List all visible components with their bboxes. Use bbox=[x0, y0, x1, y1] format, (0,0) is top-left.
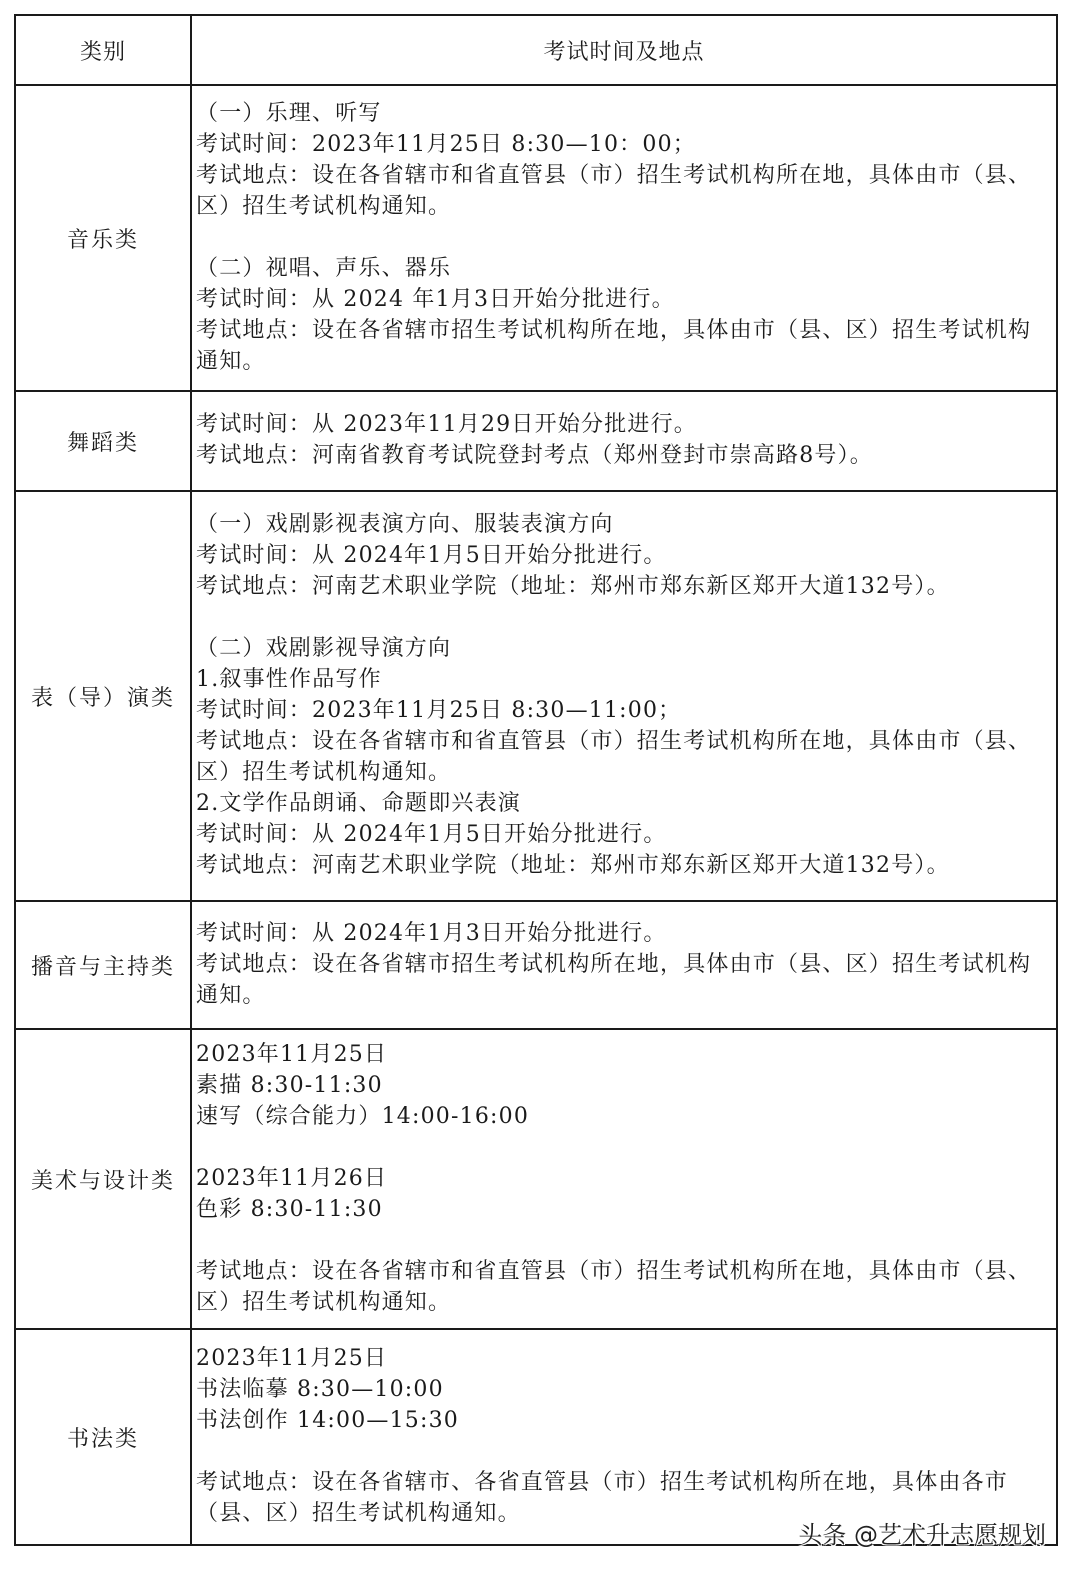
category-cell: 播音与主持类 bbox=[15, 901, 191, 1029]
exam-session: 素描 8:30-11:30 bbox=[196, 1072, 383, 1098]
category-cell: 书法类 bbox=[15, 1329, 191, 1545]
details-cell bbox=[191, 391, 1057, 491]
table-row-fine-arts-design bbox=[15, 1029, 1057, 1329]
exam-location: 考试地点：设在各省辖市、各省直管县（市）招生考试机构所在地，具体由各市（县、区）招生考试机构通知。 bbox=[196, 1470, 1009, 1526]
subsection-heading: 1.叙事性作品写作 bbox=[196, 667, 382, 692]
source-watermark: 头条 @艺术升志愿规划 bbox=[798, 1521, 1046, 1549]
table-row-music bbox=[15, 85, 1057, 391]
spacer bbox=[196, 222, 1048, 253]
exam-location: 考试地点：设在各省辖市和省直管县（市）招生考试机构所在地，具体由市（县、区）招生考试机构通知。 bbox=[196, 162, 1032, 219]
category-cell: 音乐类 bbox=[15, 85, 191, 391]
table-row-broadcasting-hosting bbox=[15, 901, 1057, 1029]
exam-location: 考试地点：河南艺术职业学院（地址：郑州市郑东新区郑开大道132号）。 bbox=[196, 574, 950, 599]
exam-location: 考试地点：设在各省辖市和省直管县（市）招生考试机构所在地，具体由市（县、区）招生考试机构通知。 bbox=[196, 1258, 1032, 1315]
header-time-and-place: 考试时间及地点 bbox=[191, 15, 1057, 85]
category-cell: 舞蹈类 bbox=[15, 391, 191, 491]
details-cell bbox=[191, 85, 1057, 391]
header-category: 类别 bbox=[15, 15, 191, 85]
spacer bbox=[196, 602, 1048, 633]
table-row-acting-directing bbox=[15, 491, 1057, 901]
exam-location: 考试地点：设在各省辖市招生考试机构所在地，具体由市（县、区）招生考试机构通知。 bbox=[196, 951, 1032, 1008]
section-heading: （一）戏剧影视表演方向、服装表演方向 bbox=[196, 512, 614, 537]
exam-time: 考试时间：从 2024 年1月3日开始分批进行。 bbox=[196, 286, 675, 312]
exam-location: 考试地点：设在各省辖市招生考试机构所在地，具体由市（县、区）招生考试机构通知。 bbox=[196, 317, 1032, 374]
table-header-row bbox=[15, 15, 1057, 85]
exam-date: 2023年11月25日 bbox=[196, 1346, 388, 1371]
subsection-heading: 2.文学作品朗诵、命题即兴表演 bbox=[196, 791, 521, 816]
exam-session: 书法创作 14:00—15:30 bbox=[196, 1408, 459, 1433]
exam-time: 考试时间：从 2024年1月5日开始分批进行。 bbox=[196, 822, 667, 847]
exam-time: 考试时间：从 2024年1月5日开始分批进行。 bbox=[196, 543, 667, 568]
section-heading: （二）视唱、声乐、器乐 bbox=[196, 255, 452, 281]
exam-location: 考试地点：河南艺术职业学院（地址：郑州市郑东新区郑开大道132号）。 bbox=[196, 853, 950, 878]
table-row-calligraphy bbox=[15, 1329, 1057, 1545]
category-cell: 美术与设计类 bbox=[15, 1029, 191, 1329]
exam-session: 色彩 8:30-11:30 bbox=[196, 1196, 383, 1222]
exam-schedule-table bbox=[14, 14, 1058, 1546]
spacer bbox=[196, 1436, 1048, 1467]
exam-session: 书法临摹 8:30—10:00 bbox=[196, 1377, 444, 1402]
exam-location: 考试地点：设在各省辖市和省直管县（市）招生考试机构所在地，具体由市（县、区）招生考试机构通知。 bbox=[196, 729, 1032, 785]
exam-time: 考试时间：从 2023年11月29日开始分批进行。 bbox=[196, 412, 697, 437]
details-cell bbox=[191, 1329, 1057, 1545]
category-cell: 表（导）演类 bbox=[15, 491, 191, 901]
exam-location: 考试地点：河南省教育考试院登封考点（郑州登封市崇高路8号）。 bbox=[196, 443, 873, 468]
exam-time: 考试时间：从 2024年1月3日开始分批进行。 bbox=[196, 920, 667, 946]
spacer bbox=[196, 1132, 1048, 1163]
exam-time: 考试时间：2023年11月25日 8:30—10：00； bbox=[196, 131, 696, 157]
exam-session: 速写（综合能力）14:00-16:00 bbox=[196, 1103, 530, 1129]
details-cell bbox=[191, 901, 1057, 1029]
exam-date: 2023年11月25日 bbox=[196, 1041, 388, 1067]
details-cell bbox=[191, 1029, 1057, 1329]
exam-time: 考试时间：2023年11月25日 8:30—11:00； bbox=[196, 698, 682, 723]
section-heading: （二）戏剧影视导演方向 bbox=[196, 636, 452, 661]
details-cell bbox=[191, 491, 1057, 901]
section-heading: （一）乐理、听写 bbox=[196, 100, 382, 126]
exam-date: 2023年11月26日 bbox=[196, 1165, 388, 1191]
table-row-dance bbox=[15, 391, 1057, 491]
spacer bbox=[196, 1225, 1048, 1256]
